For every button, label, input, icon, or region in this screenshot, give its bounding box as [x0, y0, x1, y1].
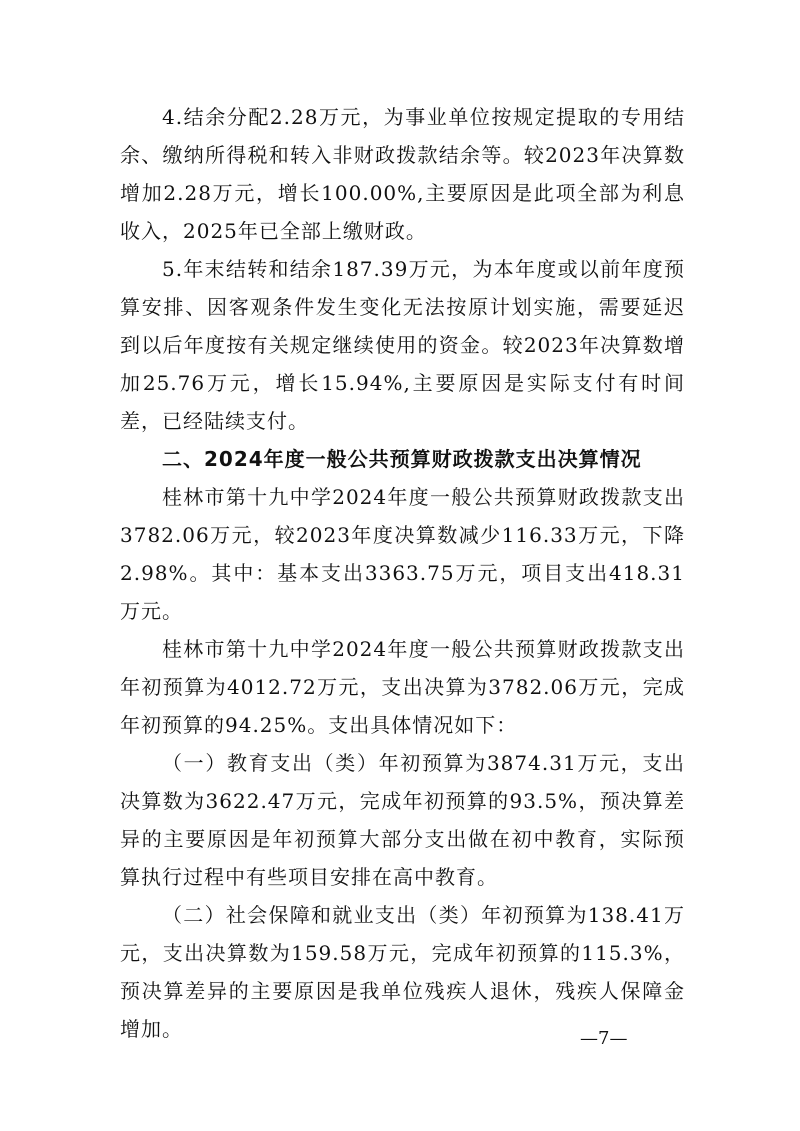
paragraph-expenditure-total: 桂林市第十九中学2024年度一般公共预算财政拨款支出 3782.06万元，较2023年度决算数减少116.33万元，下降2.98%。其中：基本支出3363.75万元，项目支出418.31万元。	[120, 485, 685, 623]
section-heading: 二、2024年度一般公共预算财政拨款支出决算情况	[162, 447, 642, 471]
paragraph-surplus-distribution: 4.结余分配2.28万元，为事业单位按规定提取的专用结余、缴纳所得税和转入非财政拨款结余等。较2023年决算数增加2.28万元，增长100.00%,主要原因是此项全部为利息收入，2025年已全部上缴财政。	[120, 105, 685, 243]
paragraph-social-security-expenditure: （二）社会保障和就业支出（类）年初预算为138.41万元，支出决算数为159.58万元，完成年初预算的115.3%，预决算差异的主要原因是我单位残疾人退休，残疾人保障金增加。	[120, 903, 685, 1041]
document-body	[120, 98, 685, 1048]
paragraph-education-expenditure: （一）教育支出（类）年初预算为3874.31万元，支出决算数为3622.47万元，完成年初预算的93.5%，预决算差异的主要原因是年初预算大部分支出做在初中教育，实际预算执行过程中有些项目安排在高中教育。	[120, 751, 685, 889]
paragraph-budget-completion: 桂林市第十九中学2024年度一般公共预算财政拨款支出年初预算为4012.72万元，支出决算为3782.06万元，完成年初预算的94.25%。支出具体情况如下：	[120, 637, 685, 737]
page-number: —7—	[580, 1028, 628, 1049]
paragraph-year-end-carryover: 5.年末结转和结余187.39万元，为本年度或以前年度预算安排、因客观条件发生变化无法按原计划实施，需要延迟到以后年度按有关规定继续使用的资金。较2023年决算数增加25.76万元，增长15.94%,主要原因是实际支付有时间差，已经陆续支付。	[120, 257, 685, 433]
